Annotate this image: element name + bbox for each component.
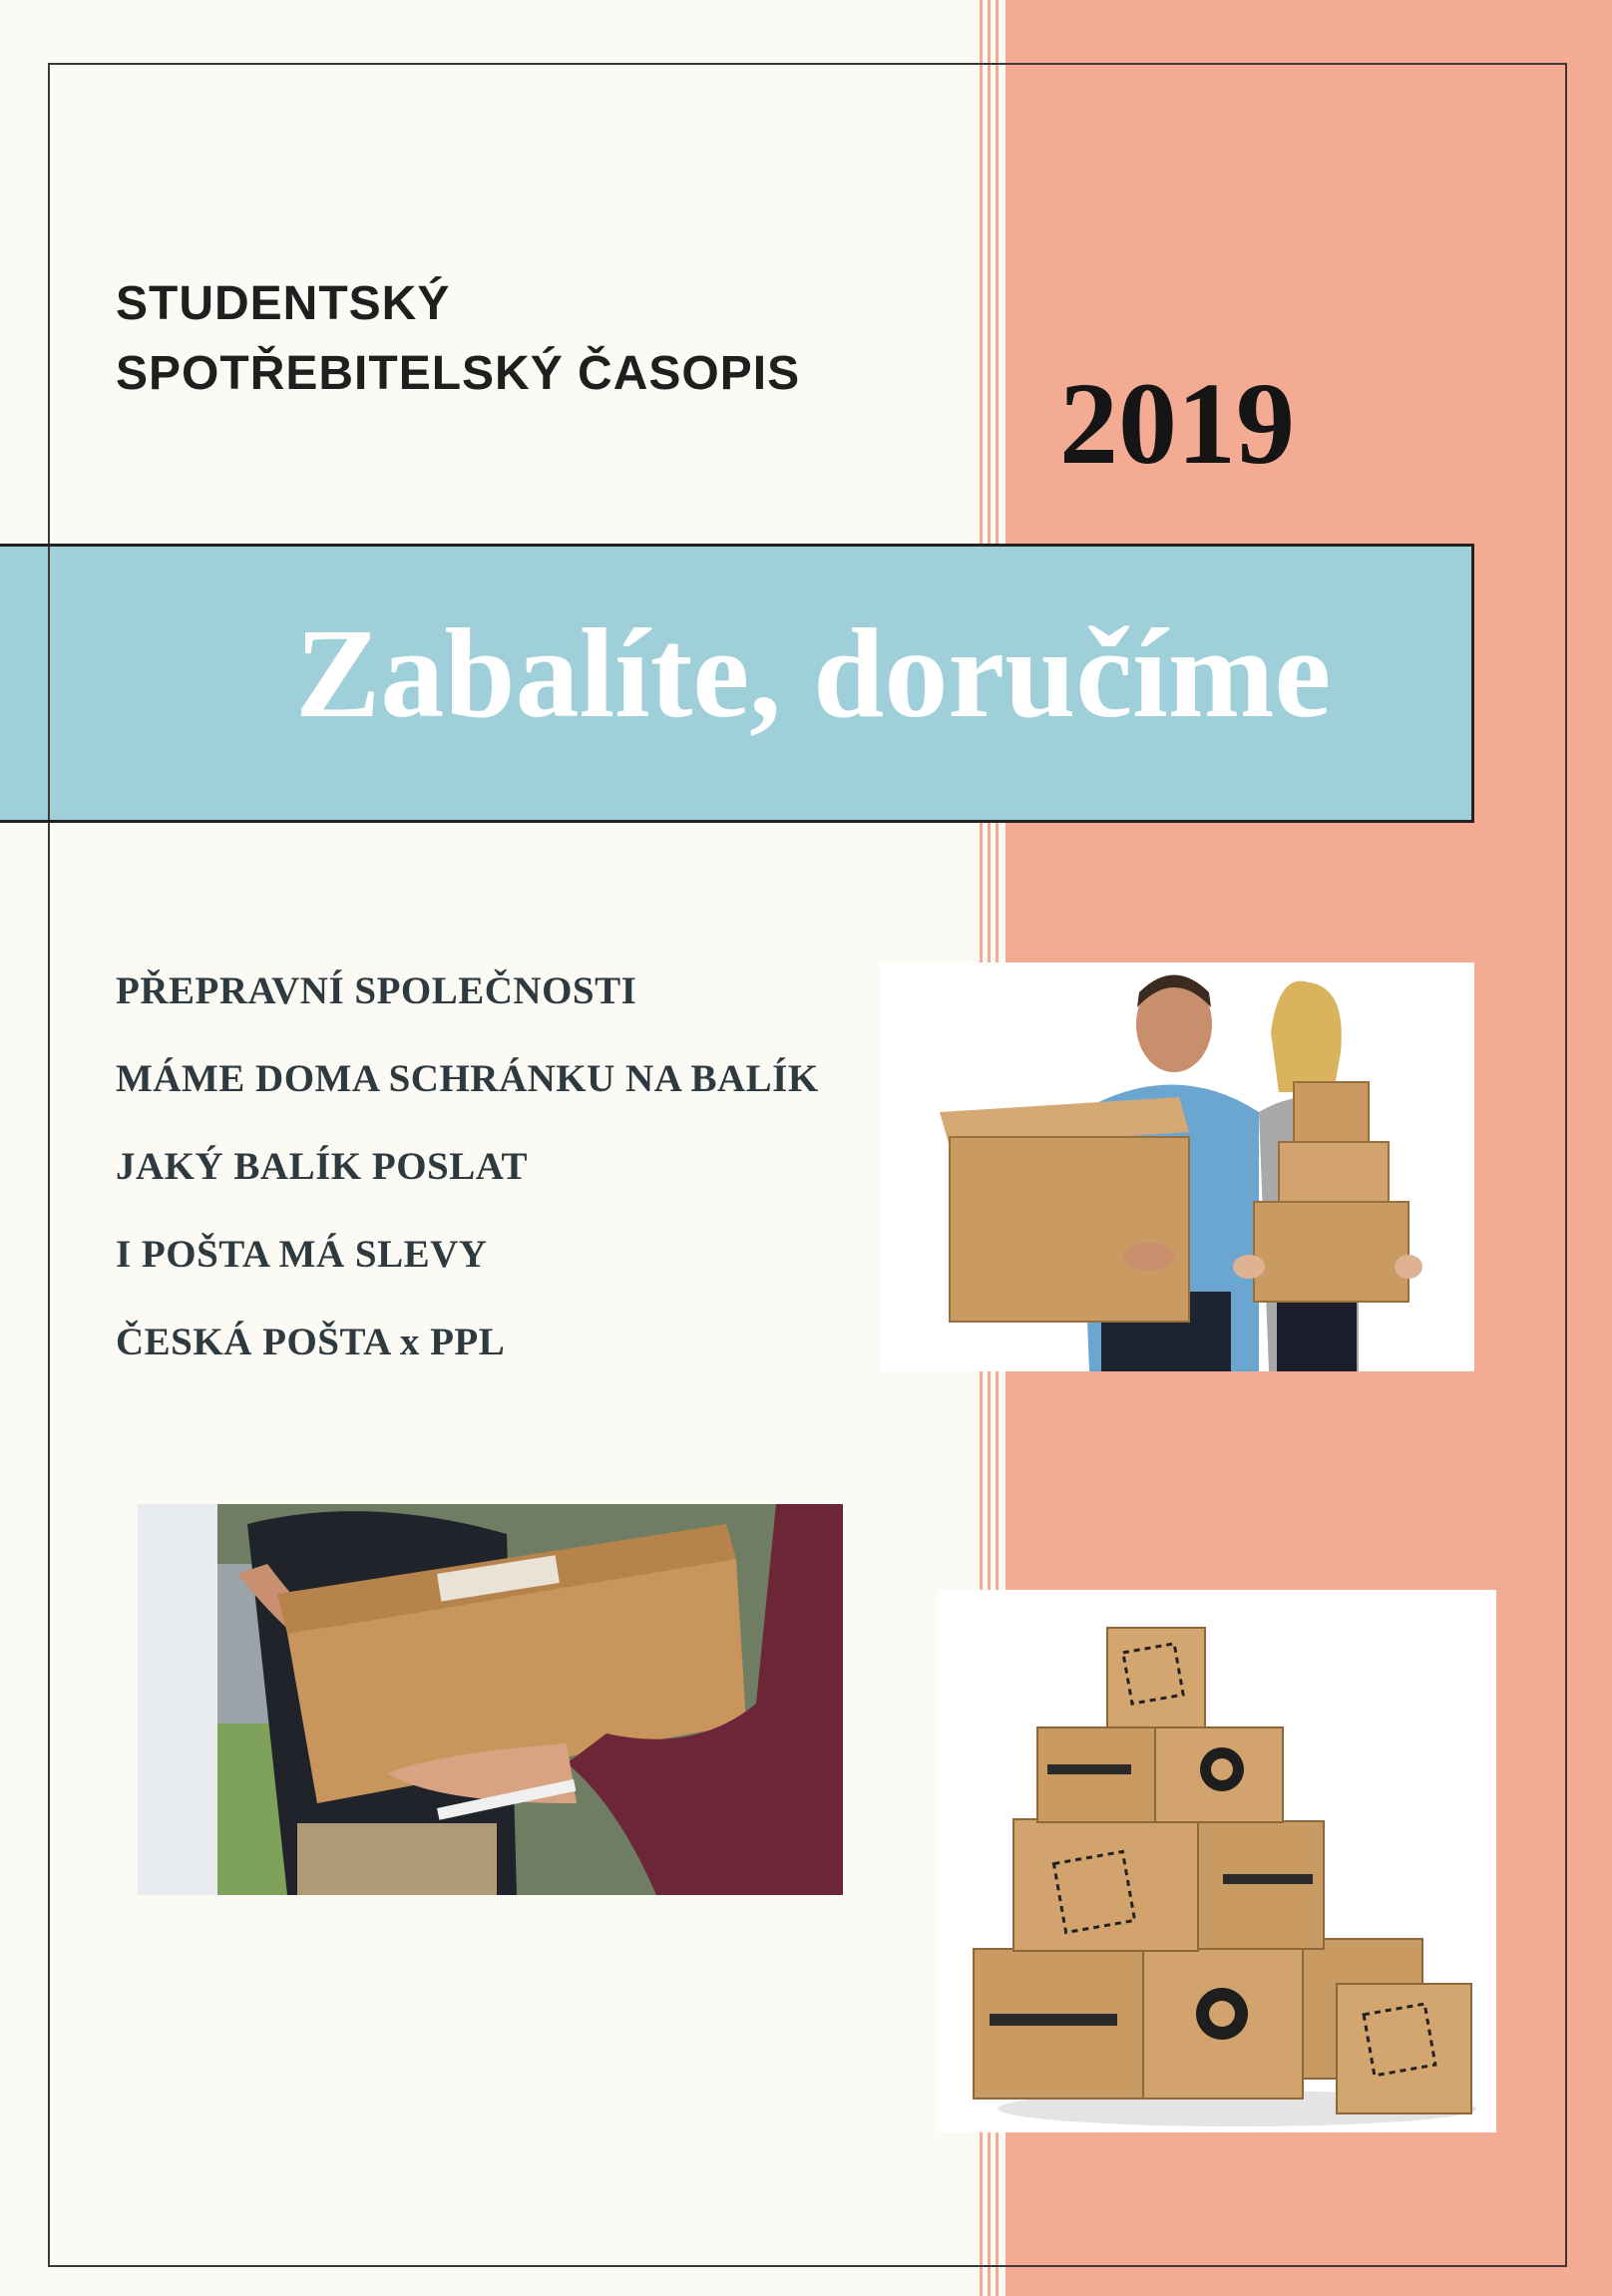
topic-item: ČESKÁ POŠTA x PPL (116, 1321, 506, 1363)
topic-list (116, 948, 819, 1386)
topic-item: MÁME DOMA SCHRÁNKU NA BALÍK (116, 1057, 819, 1100)
magazine-title-line2: SPOTŘEBITELSKÝ ČASOPIS (116, 347, 801, 400)
magazine-title (116, 269, 800, 409)
cover-headline: Zabalíte, doručíme (295, 602, 1332, 744)
topic-item: PŘEPRAVNÍ SPOLEČNOSTI (116, 969, 637, 1012)
frame-line (48, 547, 50, 820)
photo-couple-with-boxes (880, 962, 1474, 1371)
photo-package-handover (138, 1504, 843, 1895)
photo-courier-boxes (938, 1590, 1496, 2132)
topic-item: I POŠTA MÁ SLEVY (116, 1233, 488, 1276)
issue-year: 2019 (1059, 358, 1295, 489)
topic-item: JAKÝ BALÍK POSLAT (116, 1145, 529, 1188)
magazine-title-line1: STUDENTSKÝ (116, 277, 451, 330)
